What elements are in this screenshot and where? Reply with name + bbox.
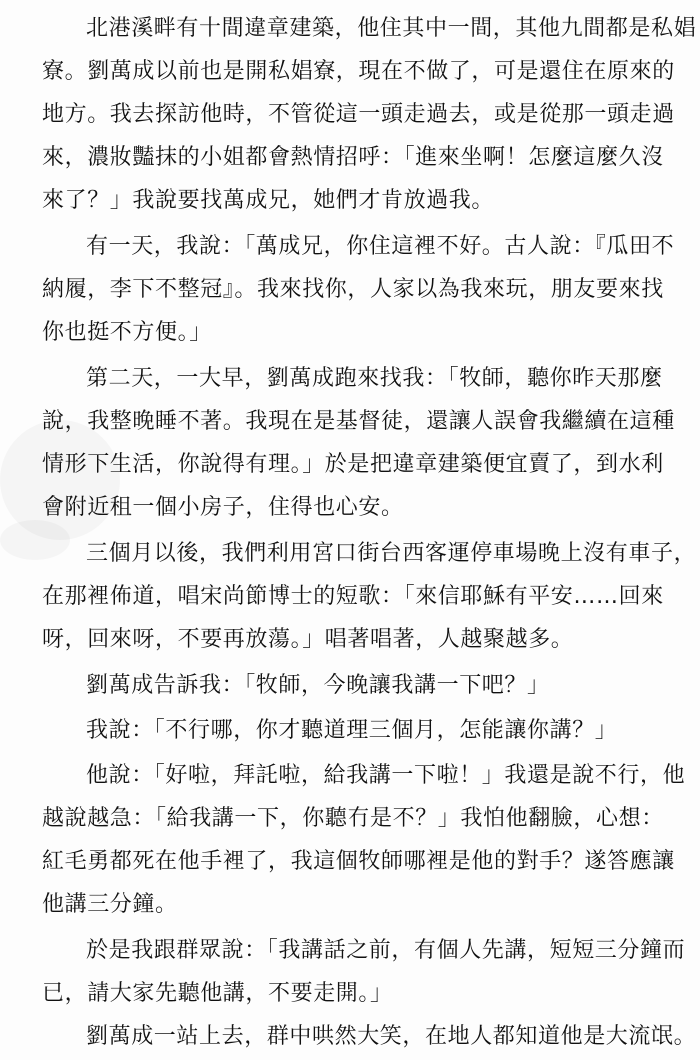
text-line: 呀，回來呀，不要再放蕩。」唱著唱著，人越聚越多。 bbox=[42, 627, 574, 652]
text-line: 他講三分鐘。 bbox=[42, 892, 178, 917]
text-line: 情形下生活，你說得有理。」於是把違章建築便宜賣了，到水利 bbox=[42, 452, 664, 477]
text-line: 在那裡佈道，唱宋尚節博士的短歌：「來信耶穌有平安……回來 bbox=[42, 584, 664, 609]
text-line: 來，濃妝豔抹的小姐都會熱情招呼：「進來坐啊！怎麼這麼久沒 bbox=[42, 145, 664, 170]
text-line: 會附近租一個小房子，住得也心安。 bbox=[42, 495, 404, 520]
text-line: 有一天，我說：「萬成兄，你住這裡不好。古人說：『瓜田不 bbox=[86, 234, 675, 259]
text-line: 第二天，一大早，劉萬成跑來找我：「牧師，聽你昨天那麼 bbox=[86, 366, 663, 391]
text-line: 於是我跟群眾說：「我講話之前，有個人先講，短短三分鐘而 bbox=[86, 938, 686, 963]
text-line: 三個月以後，我們利用宮口街台西客運停車場晚上沒有車子， bbox=[86, 541, 697, 566]
text-line: 說，我整晚睡不著。我現在是基督徒，還讓人誤會我繼續在這種 bbox=[42, 409, 675, 434]
text-line: 納履，李下不整冠』。我來找你，人家以為我來玩，朋友要來找 bbox=[42, 277, 664, 302]
text-line: 他說：「好啦，拜託啦，給我講一下啦！」我還是說不行，他 bbox=[86, 763, 686, 788]
scan-smudge bbox=[0, 520, 70, 560]
text-line: 劉萬成一站上去，群中哄然大笑，在地人都知道他是大流氓。 bbox=[86, 1024, 697, 1049]
text-line: 寮。劉萬成以前也是開私娼寮，現在不做了，可是還住在原來的 bbox=[42, 59, 675, 84]
text-line: 已，請大家先聽他講，不要走開。」 bbox=[42, 981, 393, 1006]
text-line: 我說：「不行哪，你才聽道理三個月，怎能讓你講？」 bbox=[86, 718, 618, 743]
text-line: 劉萬成告訴我：「牧師，今晚讓我講一下吧？」 bbox=[86, 673, 550, 698]
text-line: 北港溪畔有十間違章建築，他住其中一間，其他九間都是私娼 bbox=[86, 16, 697, 41]
text-line: 地方。我去探訪他時，不管從這一頭走過去，或是從那一頭走過 bbox=[42, 102, 675, 127]
text-line: 來了？」我說要找萬成兄，她們才肯放過我。 bbox=[42, 188, 495, 213]
text-line: 你也挺不方便。」 bbox=[42, 320, 212, 345]
text-line: 越說越急：「給我講一下，你聽冇是不？」我怕他翻臉，心想： bbox=[42, 806, 664, 831]
text-line: 紅毛勇都死在他手裡了，我這個牧師哪裡是他的對手？遂答應讓 bbox=[42, 849, 675, 874]
